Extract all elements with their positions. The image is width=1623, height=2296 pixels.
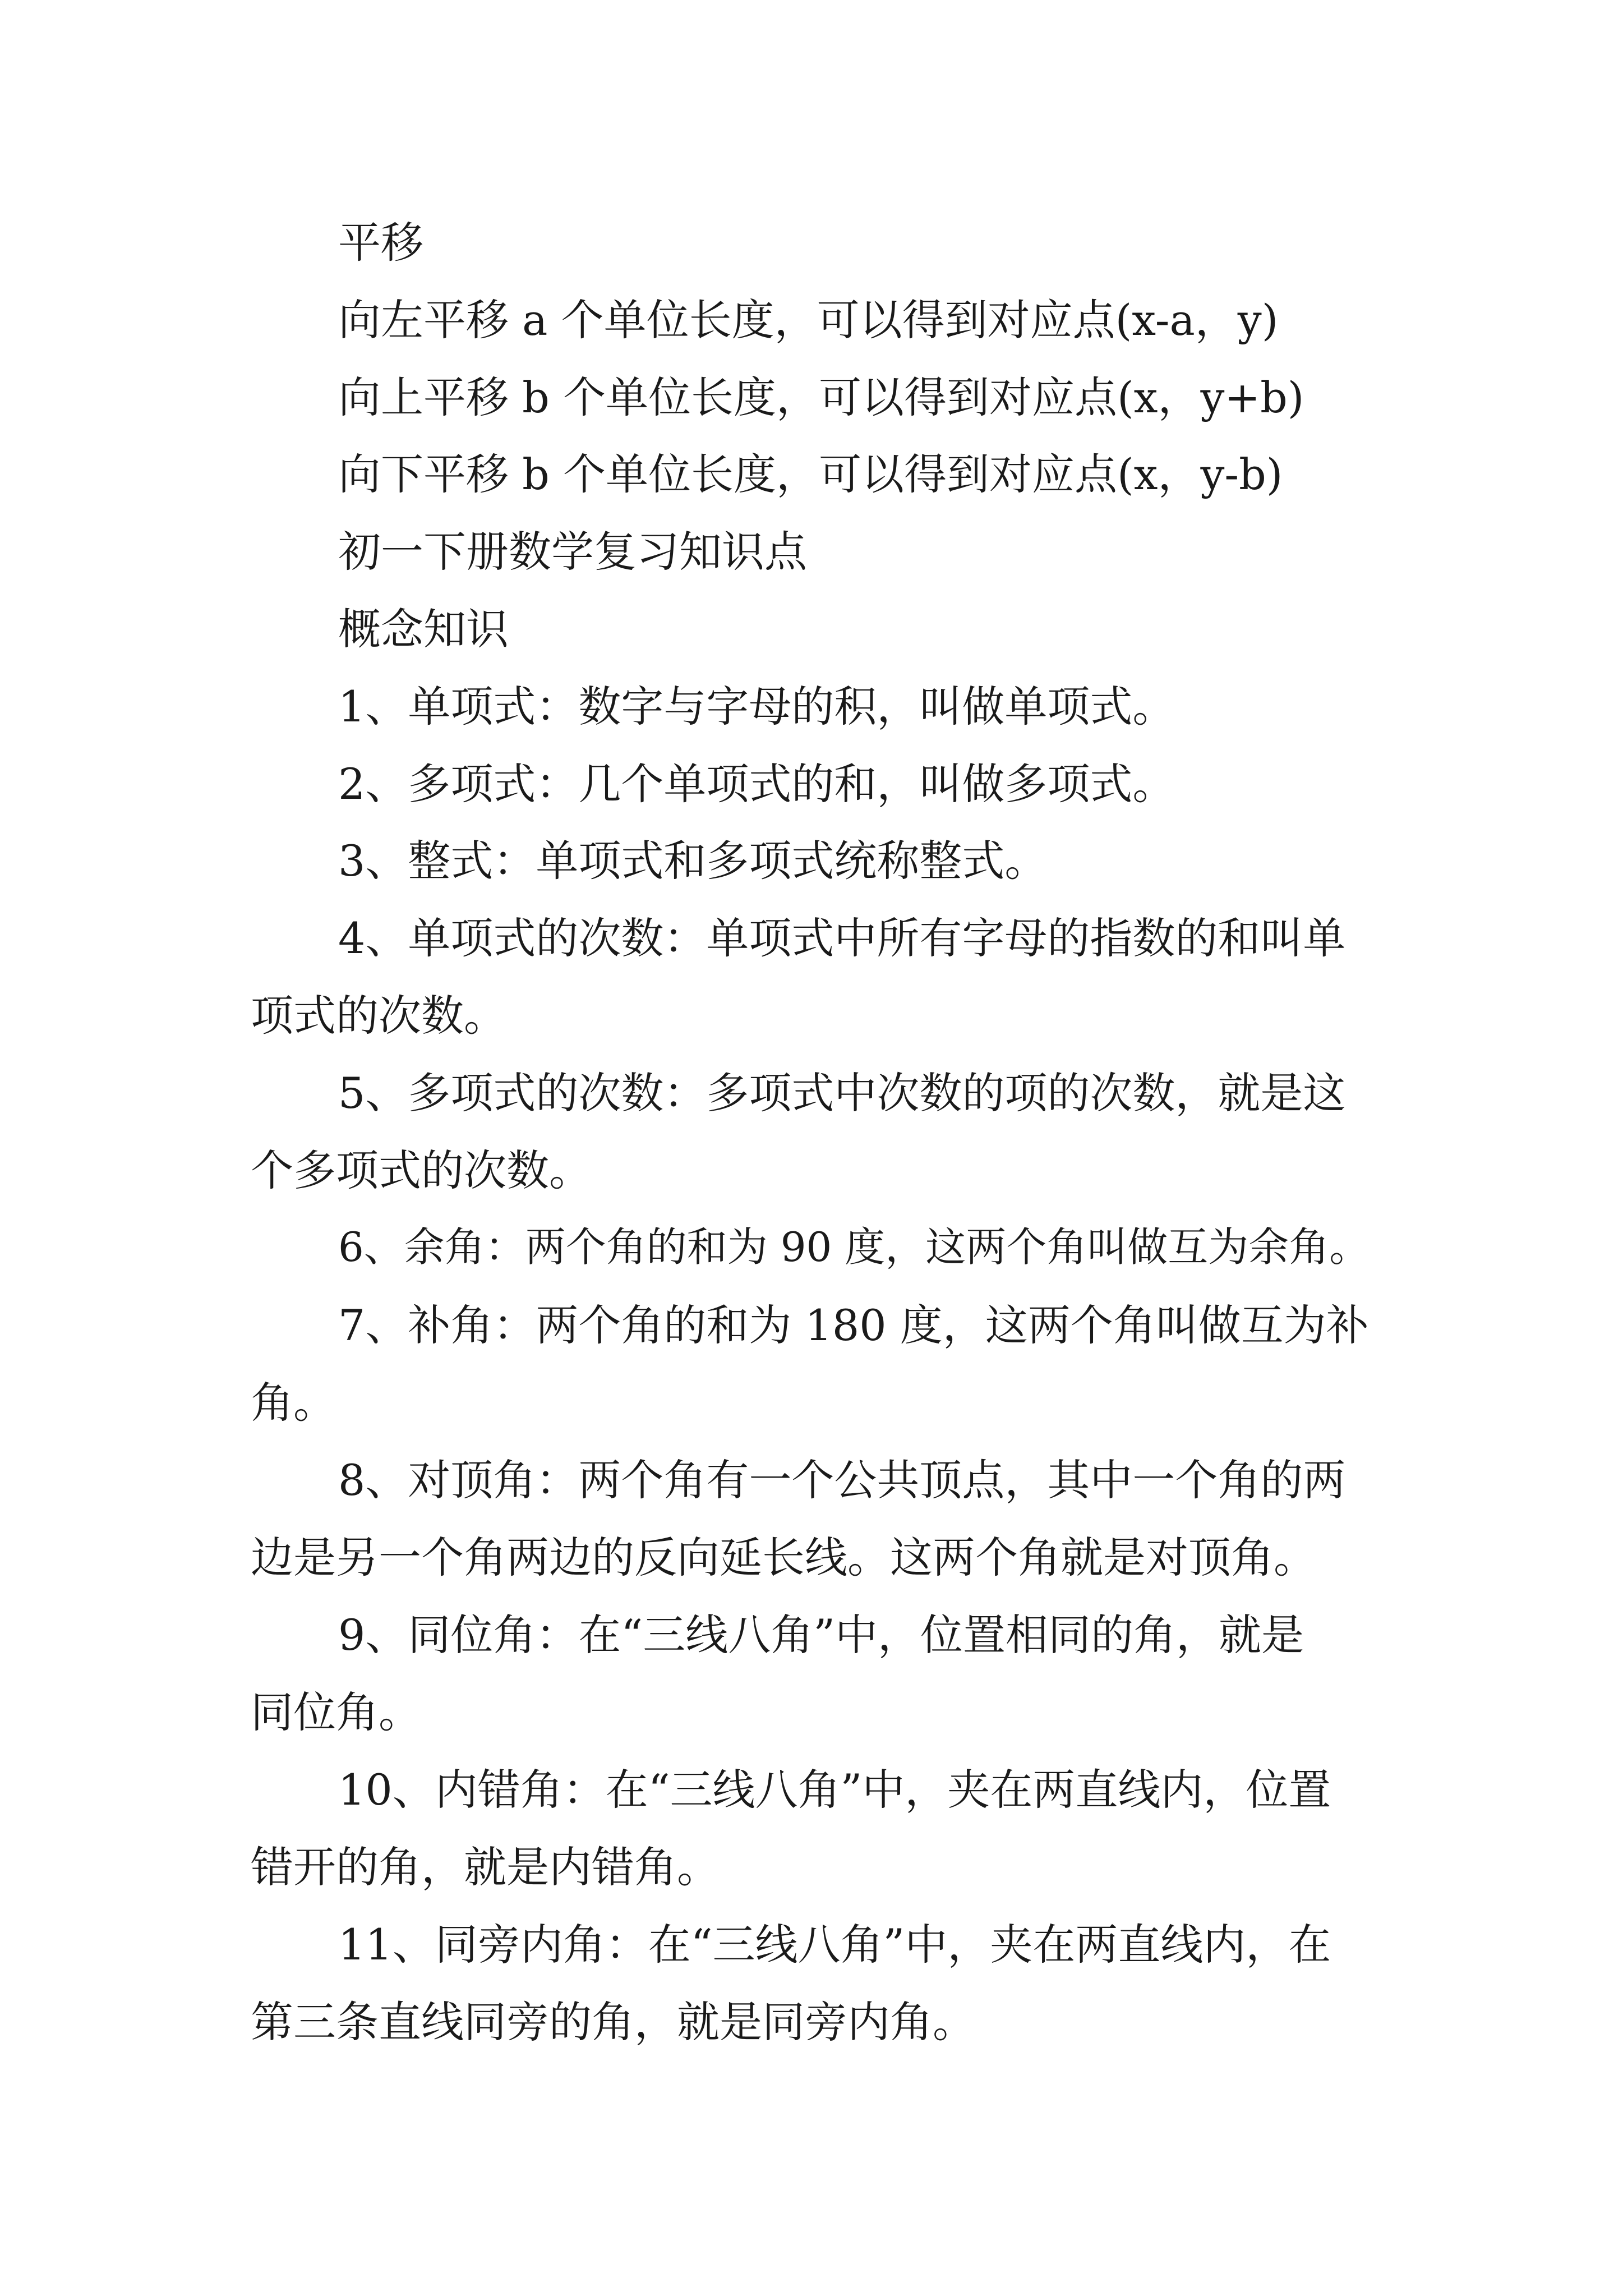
definition-item: 4、单项式的次数：单项式中所有字母的指数的和叫单 bbox=[338, 913, 1346, 963]
paragraph-line: 向下平移 b 个单位长度，可以得到对应点(x，y-b) bbox=[338, 449, 1283, 499]
definition-item: 7、补角：两个角的和为 180 度，这两个角叫做互为补 bbox=[338, 1300, 1369, 1350]
section-title: 初一下册数学复习知识点 bbox=[338, 527, 807, 577]
definition-item-continuation: 同位角。 bbox=[251, 1687, 421, 1737]
definition-item-continuation: 第三条直线同旁的角，就是同旁内角。 bbox=[251, 1997, 975, 2047]
definition-item-continuation: 角。 bbox=[251, 1378, 336, 1428]
paragraph-line: 向左平移 a 个单位长度，可以得到对应点(x-a，y) bbox=[338, 295, 1279, 345]
definition-item: 11、同旁内角：在“三线八角”中，夹在两直线内，在 bbox=[338, 1920, 1331, 1970]
definition-item: 6、余角：两个角的和为 90 度，这两个角叫做互为余角。 bbox=[338, 1223, 1370, 1271]
subsection-title: 概念知识 bbox=[338, 604, 509, 654]
heading-translation: 平移 bbox=[338, 218, 423, 268]
definition-item-continuation: 边是另一个角两边的反向延长线。这两个角就是对顶角。 bbox=[251, 1533, 1316, 1582]
definition-item: 10、内错角：在“三线八角”中，夹在两直线内，位置 bbox=[338, 1765, 1331, 1815]
definition-item: 2、多项式：几个单项式的和，叫做多项式。 bbox=[338, 759, 1175, 809]
definition-item-continuation: 项式的次数。 bbox=[251, 991, 506, 1041]
definition-item: 8、对顶角：两个角有一个公共顶点，其中一个角的两 bbox=[338, 1455, 1346, 1505]
definition-item: 5、多项式的次数：多项式中次数的项的次数，就是这 bbox=[338, 1068, 1346, 1118]
definition-item: 1、单项式：数字与字母的积，叫做单项式。 bbox=[338, 682, 1175, 731]
paragraph-line: 向上平移 b 个单位长度，可以得到对应点(x，y+b) bbox=[338, 372, 1304, 422]
definition-item: 9、同位角：在“三线八角”中，位置相同的角，就是 bbox=[338, 1610, 1304, 1660]
definition-item-continuation: 错开的角，就是内错角。 bbox=[251, 1842, 720, 1892]
definition-item-continuation: 个多项式的次数。 bbox=[251, 1145, 592, 1195]
definition-item: 3、整式：单项式和多项式统称整式。 bbox=[338, 836, 1048, 886]
